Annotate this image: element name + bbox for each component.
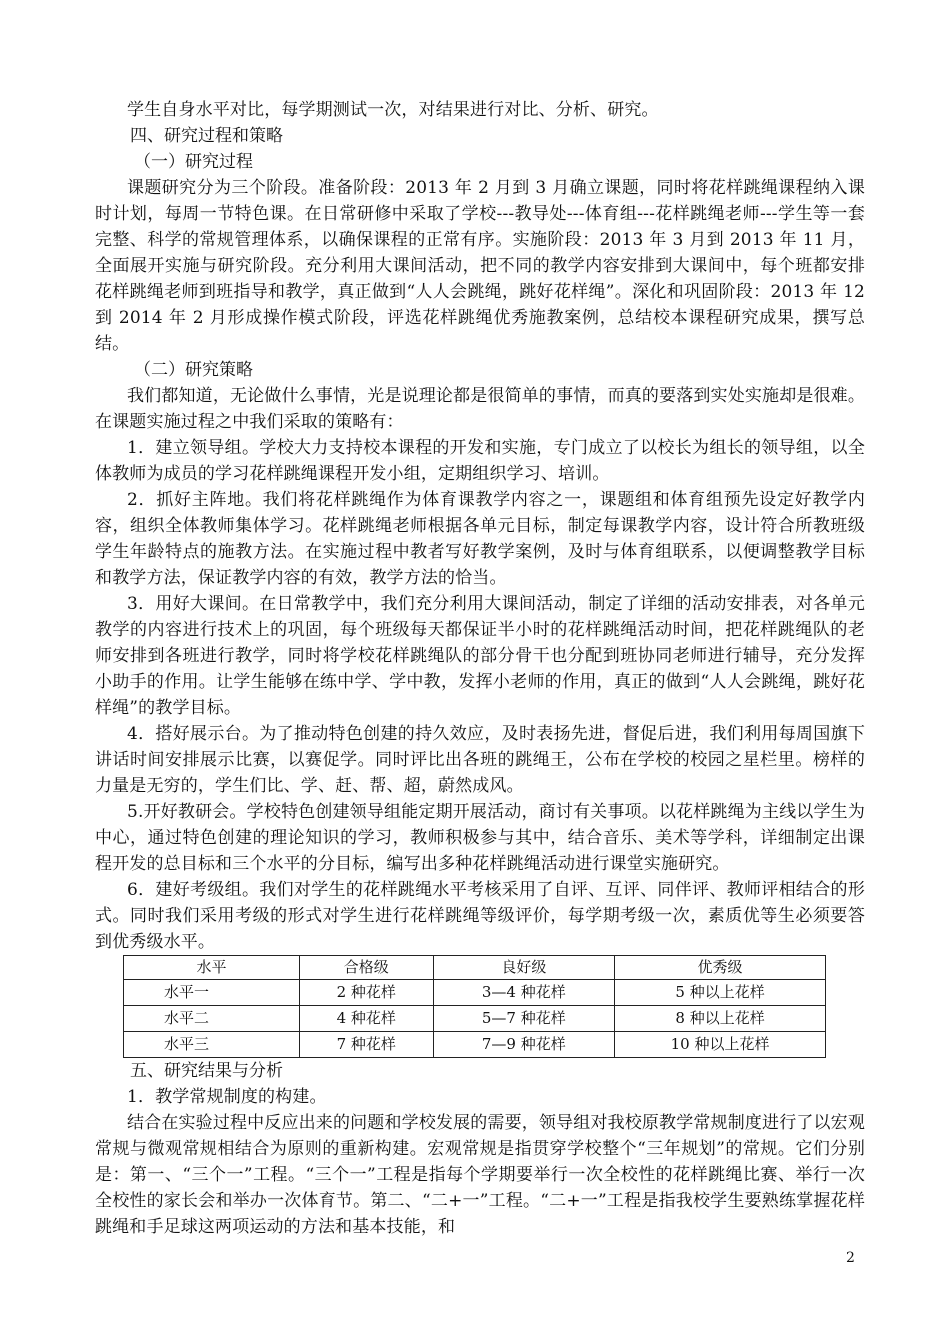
document-page xyxy=(95,97,865,1240)
table-cell: 4 种花样 xyxy=(299,1006,433,1032)
page-number: 2 xyxy=(846,1250,855,1266)
strategy-item: 5.开好教研会。学校特色创建领导组能定期开展活动，商讨有关事项。以花样跳绳为主线以学生为中心，通过特色创建的理论知识的学习，教师积极参与其中，结合音乐、美术等学科，详细制定出课程开发的总目标和三个水平的分目标，编写出多种花样跳绳活动进行课堂实施研究。 xyxy=(95,802,865,874)
table-header-cell: 合格级 xyxy=(299,956,433,980)
table-header-cell: 良好级 xyxy=(433,956,615,980)
grade-level-table xyxy=(123,955,826,1058)
table-header-cell: 优秀级 xyxy=(615,956,826,980)
result-item: 1．教学常规制度的构建。 xyxy=(127,1087,327,1107)
table-cell: 水平一 xyxy=(124,980,300,1006)
paragraph: 结合在实验过程中反应出来的问题和学校发展的需要，领导组对我校原教学常规制度进行了以宏观常规与微观常规相结合为原则的重新构建。宏观常规是指贯穿学校整个“三年规划”的常规。它们分别是：第一、“三个一”工程。“三个一”工程是指每个学期要举行一次全校性的花样跳绳比赛、举行一次全校性的家长会和举办一次体育节。第二、“二+一”工程。“二+一”工程是指我校学生要熟练掌握花样跳绳和手足球这两项运动的方法和基本技能，和 xyxy=(95,1113,865,1237)
table-cell: 10 种以上花样 xyxy=(615,1032,826,1058)
table-cell: 5 种以上花样 xyxy=(615,980,826,1006)
section-heading: 五、研究结果与分析 xyxy=(130,1061,283,1081)
table-cell: 水平三 xyxy=(124,1032,300,1058)
table-cell: 5—7 种花样 xyxy=(433,1006,615,1032)
paragraph: 课题研究分为三个阶段。准备阶段：2013 年 2 月到 3 月确立课题，同时将花样跳绳课程纳入课时计划，每周一节特色课。在日常研修中采取了学校---教导处---体育组---花样跳绳老师---学生等一套完整、科学的常规管理体系，以确保课程的正常有序。实施阶段：2013 年 3 月到 2013 年 11 月，全面展开实施与研究阶段。充分利用大课间活动，把不同的教学内容安排到大课间中，每个班都安排花样跳绳老师到班指导和教学，真正做到“人人会跳绳，跳好花样绳”。深化和巩固阶段：2013 年 12 到 2014 年 2 月形成操作模式阶段，评选花样跳绳优秀施教案例，总结校本课程研究成果，撰写总结。 xyxy=(95,178,865,354)
table-cell: 8 种以上花样 xyxy=(615,1006,826,1032)
strategy-item: 3．用好大课间。在日常教学中，我们充分利用大课间活动，制定了详细的活动安排表，对各单元教学的内容进行技术上的巩固，每个班级每天都保证半小时的花样跳绳活动时间，把花样跳绳队的老师安排到各班进行教学，同时将学校花样跳绳队的部分骨干也分配到班协同老师进行辅导，充分发挥小助手的作用。让学生能够在练中学、学中教，发挥小老师的作用，真正的做到“人人会跳绳，跳好花样绳”的教学目标。 xyxy=(95,594,865,718)
section-heading: 四、研究过程和策略 xyxy=(130,126,283,146)
table-row xyxy=(124,1006,826,1032)
table-cell: 水平二 xyxy=(124,1006,300,1032)
table-cell: 2 种花样 xyxy=(299,980,433,1006)
strategy-item: 4．搭好展示台。为了推动特色创建的持久效应，及时表扬先进，督促后进，我们利用每周国旗下讲话时间安排展示比赛，以赛促学。同时评比出各班的跳绳王，公布在学校的校园之星栏里。榜样的力量是无穷的，学生们比、学、赶、帮、超，蔚然成风。 xyxy=(95,724,865,796)
paragraph: 我们都知道，无论做什么事情，光是说理论都是很简单的事情，而真的要落到实处实施却是很难。在课题实施过程之中我们采取的策略有： xyxy=(95,386,865,432)
strategy-item: 6．建好考级组。我们对学生的花样跳绳水平考核采用了自评、互评、同伴评、教师评相结合的形式。同时我们采用考级的形式对学生进行花样跳绳等级评价，每学期考级一次，素质优等生必须要答到优秀级水平。 xyxy=(95,880,865,952)
table-header-row xyxy=(124,956,826,980)
table-row xyxy=(124,1032,826,1058)
paragraph: 学生自身水平对比，每学期测试一次，对结果进行对比、分析、研究。 xyxy=(127,100,659,120)
table-header-cell: 水平 xyxy=(124,956,300,980)
strategy-item: 2．抓好主阵地。我们将花样跳绳作为体育课教学内容之一，课题组和体育组预先设定好教学内容，组织全体教师集体学习。花样跳绳老师根据各单元目标，制定每课教学内容，设计符合所教班级学生年龄特点的施教方法。在实施过程中教者写好教学案例，及时与体育组联系，以便调整教学目标和教学方法，保证教学内容的有效，教学方法的恰当。 xyxy=(95,490,865,588)
table-cell: 7—9 种花样 xyxy=(433,1032,615,1058)
strategy-item: 1．建立领导组。学校大力支持校本课程的开发和实施，专门成立了以校长为组长的领导组，以全体教师为成员的学习花样跳绳课程开发小组，定期组织学习、培训。 xyxy=(95,438,865,484)
subsection-heading: （一）研究过程 xyxy=(134,152,253,172)
table-cell: 3—4 种花样 xyxy=(433,980,615,1006)
table-row xyxy=(124,980,826,1006)
subsection-heading: （二）研究策略 xyxy=(134,360,253,380)
table-cell: 7 种花样 xyxy=(299,1032,433,1058)
